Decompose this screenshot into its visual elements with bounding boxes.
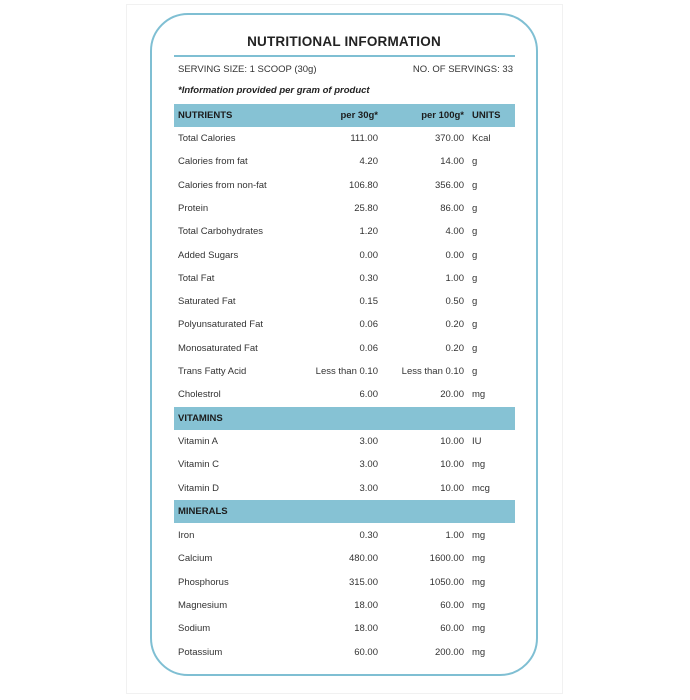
- table-row: [174, 619, 515, 639]
- per-30g-value: 18.00: [354, 599, 378, 611]
- per-100g-value: 60.00: [440, 623, 464, 635]
- title-divider: [174, 55, 515, 57]
- per-30g-value: 3.00: [359, 459, 378, 471]
- per-100g-value: 0.20: [445, 342, 464, 354]
- number-of-servings: NO. OF SERVINGS: 33: [412, 64, 513, 75]
- per-100g-value: 86.00: [440, 202, 464, 214]
- table-row: [174, 152, 515, 172]
- per-30g-value: 4.20: [359, 156, 378, 168]
- nutrient-name: Protein: [178, 202, 209, 214]
- per-30g-value: 1.20: [359, 226, 378, 238]
- table-row: [174, 455, 515, 475]
- unit-value: mg: [472, 576, 486, 588]
- per-30g-value: 60.00: [354, 646, 378, 658]
- unit-value: g: [472, 202, 478, 214]
- nutrient-name: Polyunsaturated Fat: [178, 319, 264, 331]
- table-row: [174, 643, 515, 663]
- per-30g-value: 0.30: [359, 530, 378, 541]
- nutrients-header-bar: [174, 104, 515, 127]
- nutrient-name: Calories from non-fat: [178, 179, 267, 191]
- unit-value: mg: [472, 623, 486, 635]
- unit-value: g: [472, 366, 478, 377]
- nutrient-name: Magnesium: [178, 599, 228, 611]
- unit-value: mg: [472, 599, 486, 611]
- unit-value: g: [472, 272, 478, 284]
- nutrient-name: Total Calories: [178, 133, 236, 144]
- table-row: [174, 246, 515, 266]
- table-row: [174, 269, 515, 289]
- per-30g-value: 3.00: [359, 436, 378, 447]
- per-100g-value: 60.00: [440, 599, 464, 611]
- per-100g-value: 0.00: [445, 249, 464, 261]
- unit-value: mg: [472, 646, 486, 658]
- nutrient-name: Added Sugars: [178, 249, 239, 261]
- per-30g-value: 0.06: [359, 342, 378, 354]
- nutrient-name: Vitamin D: [178, 482, 220, 494]
- units-column-header: UNITS: [472, 110, 501, 121]
- nutrient-name: Total Fat: [178, 272, 215, 284]
- per-30g-value: 111.00: [350, 133, 378, 144]
- unit-value: g: [472, 226, 478, 238]
- per-100g-value: 10.00: [440, 459, 464, 471]
- nutrient-name: Monosaturated Fat: [178, 342, 258, 354]
- nutrient-name: Iron: [178, 530, 195, 541]
- per-100g-value: 0.50: [445, 296, 464, 308]
- per-100g-value: 1600.00: [429, 553, 464, 565]
- label-title: NUTRITIONAL INFORMATION: [247, 34, 441, 49]
- table-row: [174, 222, 515, 242]
- table-row: [174, 549, 515, 569]
- table-row: [174, 385, 515, 405]
- per-100g-value: 200.00: [434, 646, 464, 658]
- per-100g-value: 1050.00: [429, 576, 464, 588]
- per-100g-value: 10.00: [440, 482, 464, 494]
- nutrient-name: Saturated Fat: [178, 296, 236, 308]
- unit-value: g: [472, 296, 478, 308]
- unit-value: mg: [472, 389, 486, 401]
- per-100g-value: 10.00: [440, 436, 464, 447]
- per-100g-value: 370.00: [434, 133, 464, 144]
- unit-value: g: [472, 319, 478, 331]
- table-row: [174, 339, 515, 359]
- table-row: [174, 362, 515, 382]
- table-row: [174, 176, 515, 196]
- table-row: [174, 432, 515, 452]
- nutrients-column-header: NUTRIENTS: [178, 110, 233, 121]
- nutrient-name: Trans Fatty Acid: [178, 366, 247, 377]
- per-30g-value: Less than 0.10: [315, 366, 378, 377]
- unit-value: mcg: [472, 482, 490, 494]
- serving-size: SERVING SIZE: 1 SCOOP (30g): [178, 64, 317, 75]
- minerals-section-header: MINERALS: [178, 506, 228, 517]
- table-row: [174, 573, 515, 593]
- unit-value: Kcal: [472, 133, 491, 144]
- nutrient-name: Potassium: [178, 646, 223, 658]
- unit-value: g: [472, 342, 478, 354]
- table-row: [174, 526, 515, 546]
- per-30g-value: 0.06: [359, 319, 378, 331]
- table-row: [174, 129, 515, 149]
- per-30g-column-header: per 30g*: [340, 110, 378, 121]
- nutrient-name: Vitamin A: [178, 436, 218, 447]
- unit-value: g: [472, 179, 478, 191]
- nutrient-name: Sodium: [178, 623, 211, 635]
- per-100g-value: 1.00: [445, 530, 464, 541]
- nutrient-name: Calcium: [178, 553, 213, 565]
- information-note: *Information provided per gram of product: [178, 85, 370, 96]
- per-100g-column-header: per 100g*: [421, 110, 464, 121]
- table-row: [174, 292, 515, 312]
- unit-value: g: [472, 249, 478, 261]
- unit-value: IU: [472, 436, 482, 447]
- nutrient-name: Vitamin C: [178, 459, 220, 471]
- table-row: [174, 479, 515, 499]
- per-30g-value: 18.00: [354, 623, 378, 635]
- per-30g-value: 3.00: [359, 482, 378, 494]
- vitamins-section-header: VITAMINS: [178, 413, 223, 424]
- per-30g-value: 106.80: [348, 179, 378, 191]
- nutrient-name: Phosphorus: [178, 576, 229, 588]
- per-30g-value: 0.15: [359, 296, 378, 308]
- table-row: [174, 315, 515, 335]
- per-30g-value: 0.00: [359, 249, 378, 261]
- per-30g-value: 480.00: [348, 553, 378, 565]
- vitamins-header-bar: [174, 407, 515, 430]
- table-row: [174, 596, 515, 616]
- unit-value: g: [472, 156, 478, 168]
- per-30g-value: 6.00: [359, 389, 378, 401]
- per-100g-value: 0.20: [445, 319, 464, 331]
- per-30g-value: 315.00: [348, 576, 378, 588]
- per-100g-value: 1.00: [445, 272, 464, 284]
- minerals-header-bar: [174, 500, 515, 523]
- unit-value: mg: [472, 530, 486, 541]
- per-100g-value: 20.00: [440, 389, 464, 401]
- nutrient-name: Total Carbohydrates: [178, 226, 264, 238]
- nutrient-name: Calories from fat: [178, 156, 248, 168]
- per-30g-value: 0.30: [359, 272, 378, 284]
- per-100g-value: Less than 0.10: [401, 366, 464, 377]
- per-30g-value: 25.80: [354, 202, 378, 214]
- per-100g-value: 4.00: [445, 226, 464, 238]
- nutrient-name: Cholestrol: [178, 389, 221, 401]
- unit-value: mg: [472, 459, 486, 471]
- per-100g-value: 356.00: [434, 179, 464, 191]
- unit-value: mg: [472, 553, 486, 565]
- table-row: [174, 199, 515, 219]
- per-100g-value: 14.00: [440, 156, 464, 168]
